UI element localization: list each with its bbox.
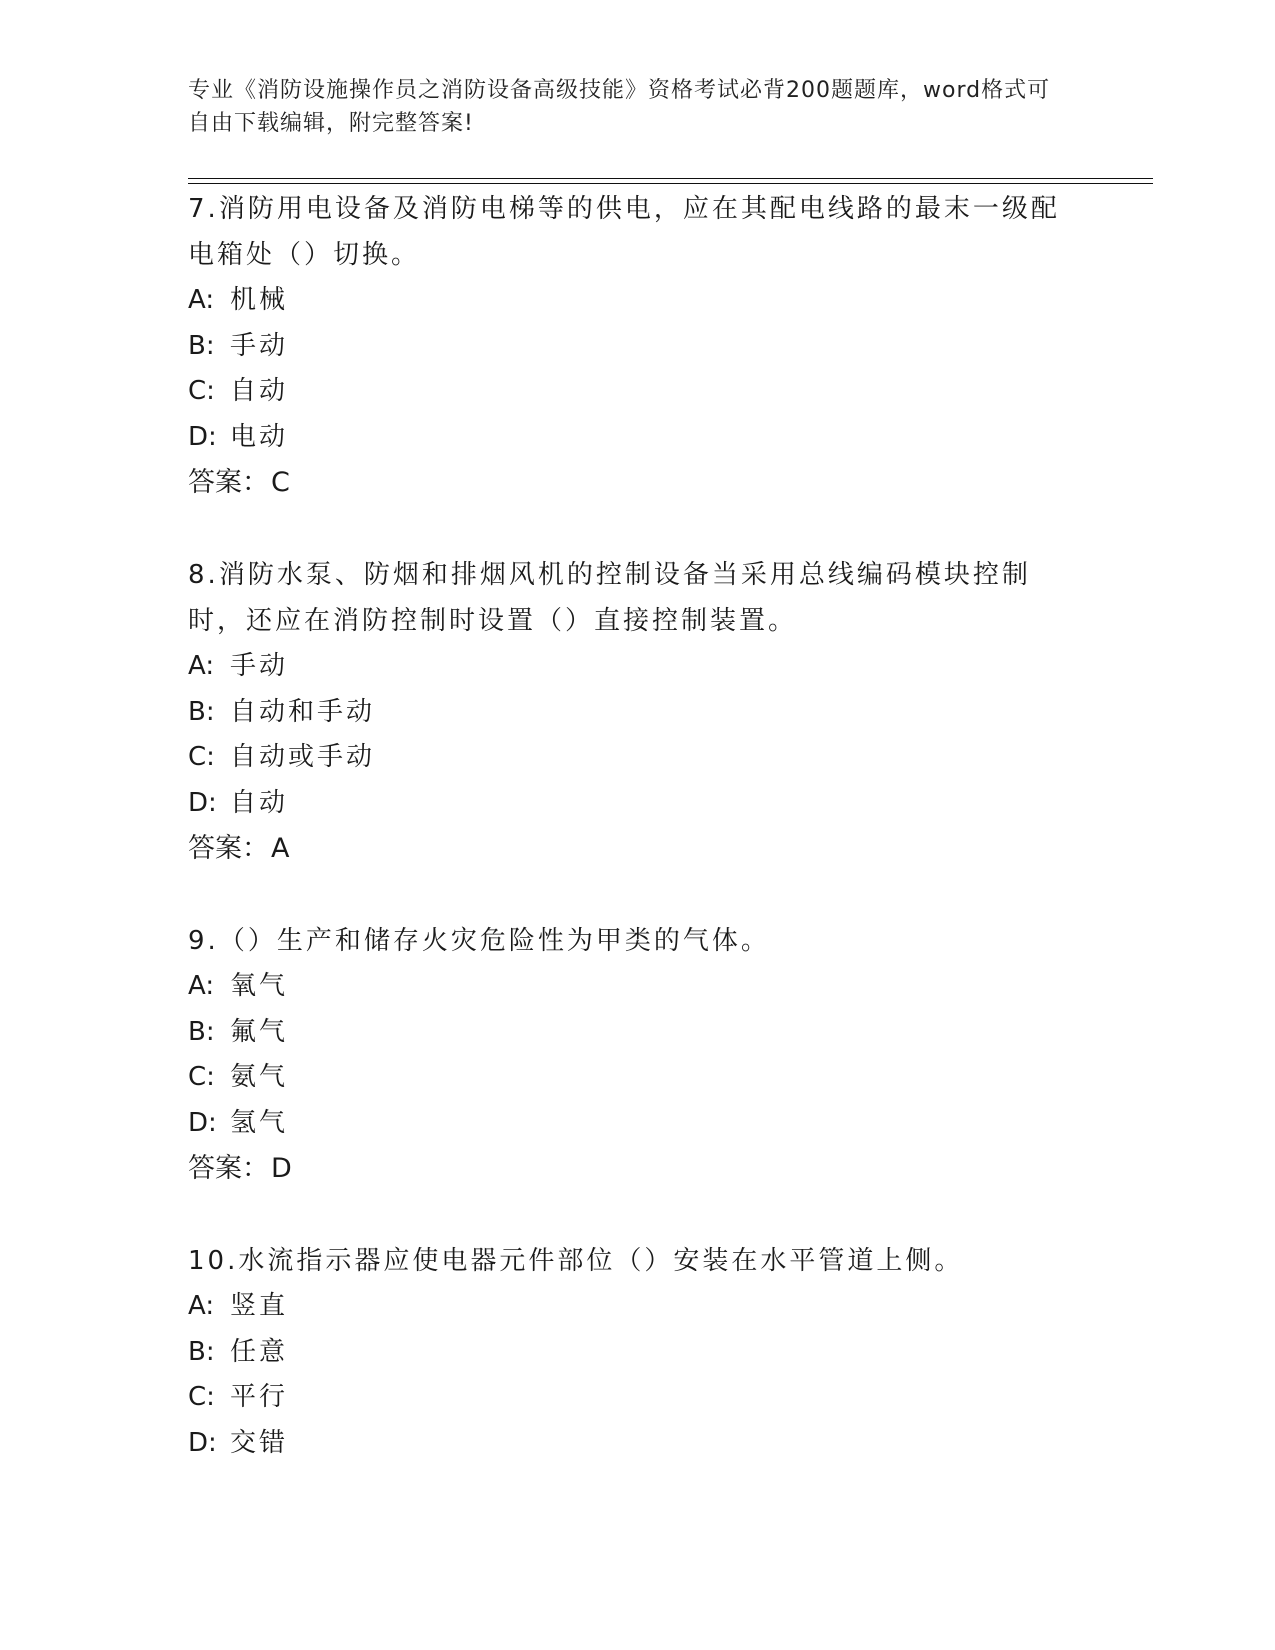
option-letter: C: — [188, 1062, 215, 1092]
option-text: 自动或手动 — [230, 742, 376, 772]
option-text: 氟气 — [230, 1016, 289, 1047]
question-number: 9. — [188, 926, 219, 956]
question-7 — [188, 186, 1088, 506]
answer-line — [188, 826, 1088, 872]
question-number: 10. — [188, 1246, 239, 1276]
option-d — [188, 781, 1088, 827]
question-text: 消防水泵、防烟和排烟风机的控制设备当采用总线编码模块控制时，还应在消防控制时设置（）直接控制装置。 — [188, 560, 1031, 636]
option-text: 竖直 — [230, 1291, 289, 1321]
option-text: 手动 — [230, 651, 289, 681]
option-text: 任意 — [230, 1336, 289, 1367]
option-text: 自动和手动 — [230, 696, 376, 727]
option-list — [188, 1284, 1088, 1466]
option-letter: C: — [188, 376, 215, 406]
option-letter: A: — [188, 1291, 215, 1321]
option-c — [188, 735, 1088, 781]
option-list — [188, 964, 1088, 1146]
question-text: 水流指示器应使电器元件部位（）安装在水平管道上侧。 — [238, 1246, 964, 1276]
option-text: 自动 — [230, 376, 289, 406]
option-d — [188, 415, 1088, 461]
option-text: 交错 — [230, 1427, 289, 1458]
option-b — [188, 1330, 1088, 1376]
option-letter: B: — [188, 1336, 215, 1367]
question-9 — [188, 918, 1088, 1192]
option-text: 氨气 — [230, 1062, 289, 1092]
option-letter: C: — [188, 742, 215, 772]
question-stem — [188, 1238, 1088, 1284]
option-letter: B: — [188, 330, 215, 361]
answer-line — [188, 460, 1088, 506]
option-a — [188, 278, 1088, 324]
option-text: 平行 — [230, 1382, 289, 1412]
question-stem — [188, 186, 1088, 278]
option-letter: D: — [188, 787, 217, 818]
answer-value: C — [271, 467, 290, 498]
question-8 — [188, 552, 1088, 872]
option-text: 氧气 — [230, 971, 289, 1001]
option-letter: A: — [188, 285, 215, 315]
question-list — [188, 186, 1088, 1512]
header-rule-top — [188, 178, 1153, 179]
option-list — [188, 644, 1088, 826]
answer-value: A — [271, 833, 290, 864]
option-text: 氢气 — [230, 1107, 289, 1138]
question-number: 7. — [188, 194, 219, 224]
option-d — [188, 1421, 1088, 1467]
option-text: 自动 — [230, 787, 289, 818]
option-a — [188, 964, 1088, 1010]
document-header — [188, 74, 1068, 140]
option-b — [188, 1010, 1088, 1056]
question-text: （）生产和储存火灾危险性为甲类的气体。 — [218, 926, 770, 956]
question-text: 消防用电设备及消防电梯等的供电，应在其配电线路的最末一级配电箱处（）切换。 — [188, 194, 1060, 270]
option-letter: A: — [188, 971, 215, 1001]
answer-label: 答案： — [188, 1153, 269, 1184]
option-list — [188, 278, 1088, 460]
option-a — [188, 644, 1088, 690]
question-10 — [188, 1238, 1088, 1466]
option-letter: C: — [188, 1382, 215, 1412]
option-letter: B: — [188, 1016, 215, 1047]
answer-value: D — [271, 1153, 292, 1184]
option-b — [188, 690, 1088, 736]
option-letter: D: — [188, 1427, 217, 1458]
option-c — [188, 1055, 1088, 1101]
option-c — [188, 369, 1088, 415]
question-number: 8. — [188, 560, 219, 590]
question-stem — [188, 552, 1088, 644]
option-b — [188, 324, 1088, 370]
option-a — [188, 1284, 1088, 1330]
option-d — [188, 1101, 1088, 1147]
answer-line — [188, 1146, 1088, 1192]
option-letter: A: — [188, 651, 215, 681]
question-stem — [188, 918, 1088, 964]
option-text: 手动 — [230, 330, 289, 361]
header-intro-text: 专业《消防设施操作员之消防设备高级技能》资格考试必背200题题库，word格式可自由下载编辑，附完整答案! — [188, 78, 1051, 136]
option-letter: B: — [188, 696, 215, 727]
answer-label: 答案： — [188, 467, 269, 498]
option-letter: D: — [188, 421, 217, 452]
option-c — [188, 1375, 1088, 1421]
answer-label: 答案： — [188, 833, 269, 864]
option-text: 电动 — [230, 421, 289, 452]
option-letter: D: — [188, 1107, 217, 1138]
option-text: 机械 — [230, 285, 289, 315]
header-rule-bottom — [188, 183, 1153, 184]
